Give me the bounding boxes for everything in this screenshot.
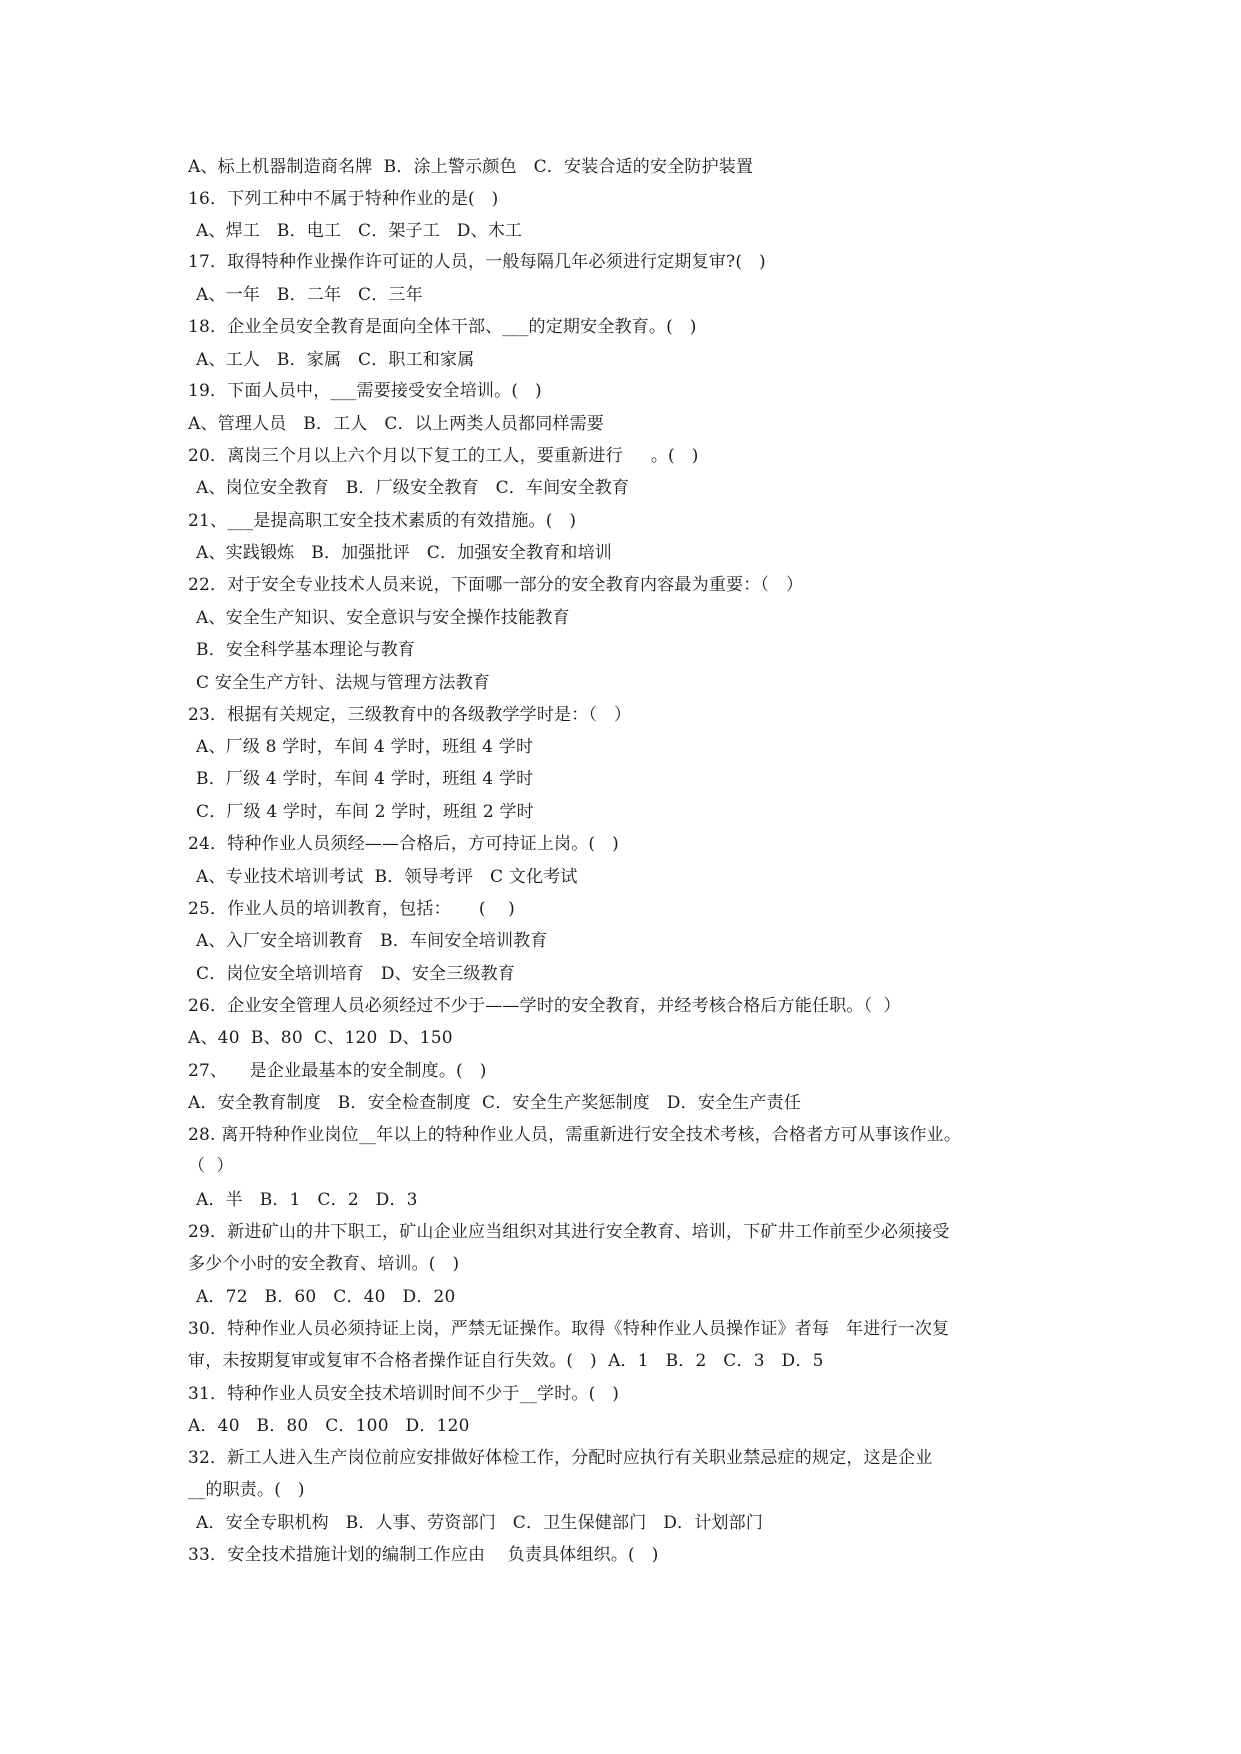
options-20: A、岗位安全教育 B．厂级安全教育 C．车间安全教育	[196, 478, 630, 498]
option-22-b: B．安全科学基本理论与教育	[196, 640, 416, 660]
option-23-c: C．厂级 4 学时，车间 2 学时，班组 2 学时	[196, 802, 534, 822]
question-32-cont: __的职责。( )	[188, 1480, 305, 1500]
question-25: 25．作业人员的培训教育，包括： ( )	[188, 899, 515, 919]
question-22: 22．对于安全专业技术人员来说，下面哪一部分的安全教育内容最为重要：（ ）	[188, 575, 804, 595]
options-18: A、工人 B．家属 C．职工和家属	[196, 350, 475, 370]
question-23: 23．根据有关规定，三级教育中的各级教学学时是：（ ）	[188, 705, 632, 725]
question-27: 27、 是企业最基本的安全制度。( )	[188, 1061, 487, 1081]
question-18: 18．企业全员安全教育是面向全体干部、___的定期安全教育。( )	[188, 317, 697, 337]
options-19: A、管理人员 B．工人 C．以上两类人员都同样需要	[188, 414, 604, 434]
options-32: A．安全专职机构 B．人事、劳资部门 C．卫生保健部门 D．计划部门	[196, 1513, 764, 1533]
options-16: A、焊工 B．电工 C．架子工 D、木工	[196, 221, 523, 241]
options-28: A．半 B．1 C．2 D．3	[196, 1190, 418, 1210]
options-27: A．安全教育制度 B．安全检查制度 C．安全生产奖惩制度 D．安全生产责任	[188, 1093, 802, 1113]
question-24: 24．特种作业人员须经——合格后，方可持证上岗。( )	[188, 834, 619, 854]
text-line: A、标上机器制造商名牌 B．涂上警示颜色 C．安装合适的安全防护装置	[188, 157, 754, 177]
question-21: 21、___是提高职工安全技术素质的有效措施。( )	[188, 511, 577, 531]
question-20: 20．离岗三个月以上六个月以下复工的工人，要重新进行 。( )	[188, 446, 699, 466]
question-29: 29．新进矿山的井下职工，矿山企业应当组织对其进行安全教育、培训，下矿井工作前至少必须接受	[188, 1222, 950, 1242]
option-22-c: C 安全生产方针、法规与管理方法教育	[196, 673, 491, 693]
options-17: A、一年 B．二年 C．三年	[196, 285, 423, 305]
question-32: 32．新工人进入生产岗位前应安排做好体检工作，分配时应执行有关职业禁忌症的规定，这是企业	[188, 1448, 933, 1468]
question-19: 19．下面人员中，___需要接受安全培训。( )	[188, 381, 542, 401]
option-22-a: A、安全生产知识、安全意识与安全操作技能教育	[196, 608, 570, 628]
question-17: 17．取得特种作业操作许可证的人员，一般每隔几年必须进行定期复审?( )	[188, 252, 766, 272]
options-25-ab: A、入厂安全培训教育 B．车间安全培训教育	[196, 931, 548, 951]
question-31: 31．特种作业人员安全技术培训时间不少于__学时。( )	[188, 1384, 620, 1404]
question-28-bracket: （ ）	[188, 1156, 234, 1176]
question-29-cont: 多少个小时的安全教育、培训。( )	[188, 1254, 460, 1274]
option-23-a: A、厂级 8 学时，车间 4 学时，班组 4 学时	[196, 737, 534, 757]
options-24: A、专业技术培训考试 B．领导考评 C 文化考试	[196, 867, 578, 887]
options-29: A．72 B．60 C．40 D．20	[196, 1287, 456, 1307]
question-16: 16．下列工种中不属于特种作业的是( )	[188, 189, 499, 209]
question-30-cont: 审，未按期复审或复审不合格者操作证自行失效。( ) A．1 B．2 C．3 D．5	[188, 1351, 824, 1371]
question-26: 26．企业安全管理人员必须经过不少于——学时的安全教育，并经考核合格后方能任职。（ ）	[188, 996, 901, 1016]
options-31: A．40 B．80 C．100 D．120	[188, 1416, 470, 1436]
question-30: 30．特种作业人员必须持证上岗，严禁无证操作。取得《特种作业人员操作证》者每 年进行一次复	[188, 1319, 950, 1339]
options-26: A、40 B、80 C、120 D、150	[188, 1028, 453, 1048]
option-23-b: B．厂级 4 学时，车间 4 学时，班组 4 学时	[196, 769, 534, 789]
options-21: A、实践锻炼 B．加强批评 C．加强安全教育和培训	[196, 543, 612, 563]
question-33: 33．安全技术措施计划的编制工作应由 负责具体组织。( )	[188, 1545, 659, 1565]
options-25-cd: C．岗位安全培训培育 D、安全三级教育	[196, 964, 516, 984]
question-28: 28. 离开特种作业岗位__年以上的特种作业人员，需重新进行安全技术考核，合格者方可从事该作业。	[188, 1125, 962, 1145]
